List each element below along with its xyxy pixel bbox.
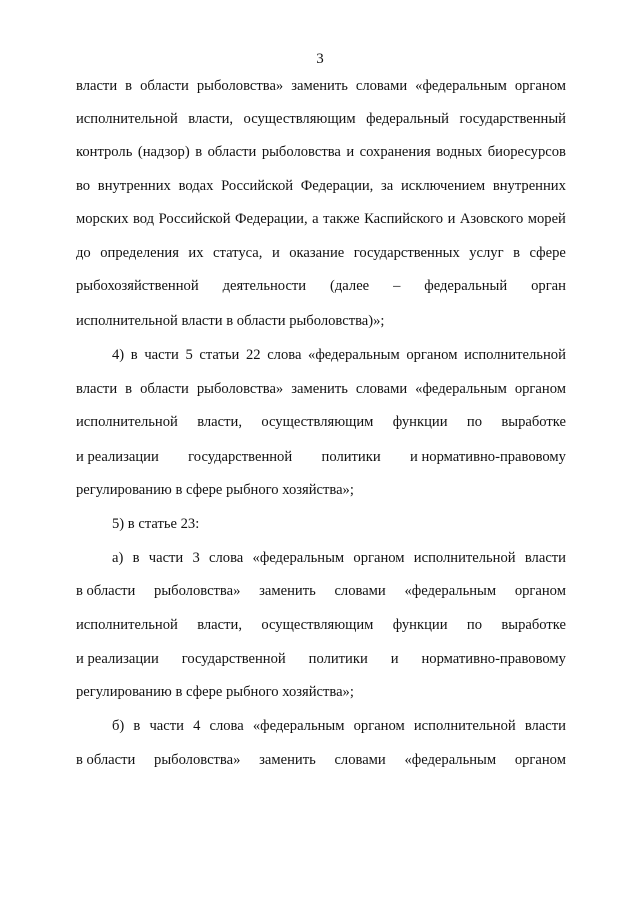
word: исполнительной	[413, 718, 516, 734]
text-line	[76, 649, 566, 669]
word: в	[130, 347, 138, 363]
word: федеральный	[424, 278, 508, 294]
word: государственный	[459, 111, 566, 127]
word: власти	[76, 78, 118, 94]
word: 5	[185, 347, 193, 363]
word: а)	[112, 550, 124, 566]
word: также	[323, 211, 360, 227]
word: а	[312, 211, 319, 227]
word: исполнительной	[76, 617, 178, 633]
word: области	[140, 381, 189, 397]
word: водных	[436, 144, 483, 160]
word: власти	[524, 550, 566, 566]
word: биоресурсов	[487, 144, 566, 160]
word: государственной	[188, 449, 293, 465]
word: в	[513, 245, 520, 261]
word: словами	[355, 381, 408, 397]
word: слова	[209, 718, 244, 734]
text-line	[76, 615, 566, 635]
word: функции	[392, 617, 448, 633]
word: органом	[514, 583, 566, 599]
text-line	[76, 379, 566, 399]
word: выработке	[501, 414, 566, 430]
word: федеральный	[366, 111, 449, 127]
word: исполнительной	[76, 111, 178, 127]
word: в	[125, 381, 133, 397]
word: по	[466, 617, 483, 633]
word: в области	[76, 583, 136, 599]
word: Федерации,	[300, 178, 374, 194]
word: слова	[267, 347, 302, 363]
word: части	[144, 347, 179, 363]
word: исполнительной	[413, 550, 516, 566]
word: –	[393, 278, 401, 294]
word: и	[390, 651, 399, 667]
word: и	[447, 211, 456, 227]
word: водах	[178, 178, 214, 194]
text-line	[112, 345, 566, 365]
word: органом	[353, 718, 405, 734]
text-line	[76, 109, 566, 129]
word: осуществляющим	[261, 414, 374, 430]
word: услуг	[469, 245, 504, 261]
word: исполнительной	[76, 414, 178, 430]
line-text: 5) в статье 23:	[112, 516, 200, 532]
text-line	[76, 209, 566, 229]
text-line	[76, 176, 566, 196]
word: политики	[321, 449, 381, 465]
word: органом	[353, 550, 405, 566]
text-line	[76, 142, 566, 162]
word: заменить	[259, 583, 316, 599]
word: заменить	[291, 381, 348, 397]
word: функции	[392, 414, 448, 430]
text-line	[112, 716, 566, 736]
word: политики	[308, 651, 368, 667]
word: в	[125, 78, 133, 94]
word: власти	[76, 381, 118, 397]
word: словами	[334, 583, 386, 599]
word: орган	[531, 278, 566, 294]
word: в	[195, 144, 203, 160]
word: по	[466, 414, 483, 430]
word: морей	[527, 211, 566, 227]
word: слова	[209, 550, 244, 566]
word: словами	[355, 78, 408, 94]
line-text: регулированию в сфере рыбного хозяйства»;	[76, 684, 354, 700]
page-number: 3	[316, 51, 324, 67]
word: Федерации,	[235, 211, 308, 227]
word: 4	[193, 718, 201, 734]
word: статьи	[199, 347, 240, 363]
word: сохранения	[359, 144, 431, 160]
word: и нормативно-правовому	[410, 449, 566, 465]
word: органом	[406, 347, 458, 363]
word: части	[148, 550, 184, 566]
word: «федеральным	[308, 347, 400, 363]
text-line	[76, 76, 566, 96]
text-line	[76, 682, 566, 702]
word: исключением	[401, 178, 486, 194]
word: государственных	[353, 245, 460, 261]
word: власти	[524, 718, 566, 734]
word: определения	[100, 245, 179, 261]
word: (надзор)	[137, 144, 190, 160]
text-line	[76, 276, 566, 296]
word: и	[271, 245, 280, 261]
word: рыбохозяйственной	[76, 278, 199, 294]
word: власти,	[197, 617, 242, 633]
word: 4)	[112, 347, 125, 363]
word: в области	[76, 752, 136, 768]
word: органом	[514, 381, 566, 397]
word: во	[76, 178, 91, 194]
word: выработке	[501, 617, 566, 633]
word: заменить	[259, 752, 316, 768]
text-line	[76, 581, 566, 601]
word: за	[381, 178, 394, 194]
word: и реализации	[76, 651, 159, 667]
word: оказание	[289, 245, 345, 261]
word: морских	[76, 211, 129, 227]
word: нормативно-правовому	[421, 651, 566, 667]
text-line	[112, 514, 566, 534]
word: вод	[133, 211, 155, 227]
word: 3	[192, 550, 200, 566]
word: части	[149, 718, 184, 734]
text-line	[76, 480, 566, 500]
word: и	[346, 144, 355, 160]
word: контроль	[76, 144, 133, 160]
word: области	[140, 78, 189, 94]
word: статуса,	[213, 245, 263, 261]
word: заменить	[291, 78, 348, 94]
word: исполнительной	[464, 347, 566, 363]
word: осуществляющим	[243, 111, 356, 127]
text-line	[112, 548, 566, 568]
word: (далее	[330, 278, 370, 294]
line-text: исполнительной власти в области рыболовства)»;	[76, 313, 385, 329]
word: их	[188, 245, 204, 261]
word: Российской	[221, 178, 294, 194]
word: власти,	[197, 414, 242, 430]
word: «федеральным	[252, 550, 345, 566]
text-line	[76, 750, 566, 770]
word: «федеральным	[415, 78, 507, 94]
word: Российской	[158, 211, 231, 227]
word: Азовского	[459, 211, 524, 227]
word: деятельности	[222, 278, 307, 294]
word: органом	[514, 78, 566, 94]
word: рыболовства»	[154, 752, 241, 768]
text-line	[76, 412, 566, 432]
word: рыболовства»	[196, 78, 284, 94]
word: до	[76, 245, 91, 261]
word: осуществляющим	[261, 617, 374, 633]
word: словами	[334, 752, 386, 768]
word: и реализации	[76, 449, 159, 465]
word: «федеральным	[404, 752, 497, 768]
text-line	[76, 447, 566, 467]
word: области	[207, 144, 257, 160]
line-text: регулированию в сфере рыбного хозяйства»;	[76, 482, 354, 498]
word: рыболовства»	[154, 583, 241, 599]
word: рыболовства	[261, 144, 341, 160]
word: Каспийского	[364, 211, 444, 227]
word: внутренних	[492, 178, 566, 194]
word: «федеральным	[404, 583, 497, 599]
word: органом	[514, 752, 566, 768]
text-line	[76, 243, 566, 263]
word: в	[133, 718, 141, 734]
word: рыболовства»	[196, 381, 284, 397]
word: в	[132, 550, 140, 566]
word: б)	[112, 718, 125, 734]
word: власти,	[188, 111, 234, 127]
word: государственной	[181, 651, 286, 667]
word: сфере	[529, 245, 566, 261]
word: внутренних	[97, 178, 171, 194]
word: «федеральным	[252, 718, 345, 734]
word: «федеральным	[415, 381, 507, 397]
word: 22	[245, 347, 261, 363]
text-line	[76, 311, 566, 331]
